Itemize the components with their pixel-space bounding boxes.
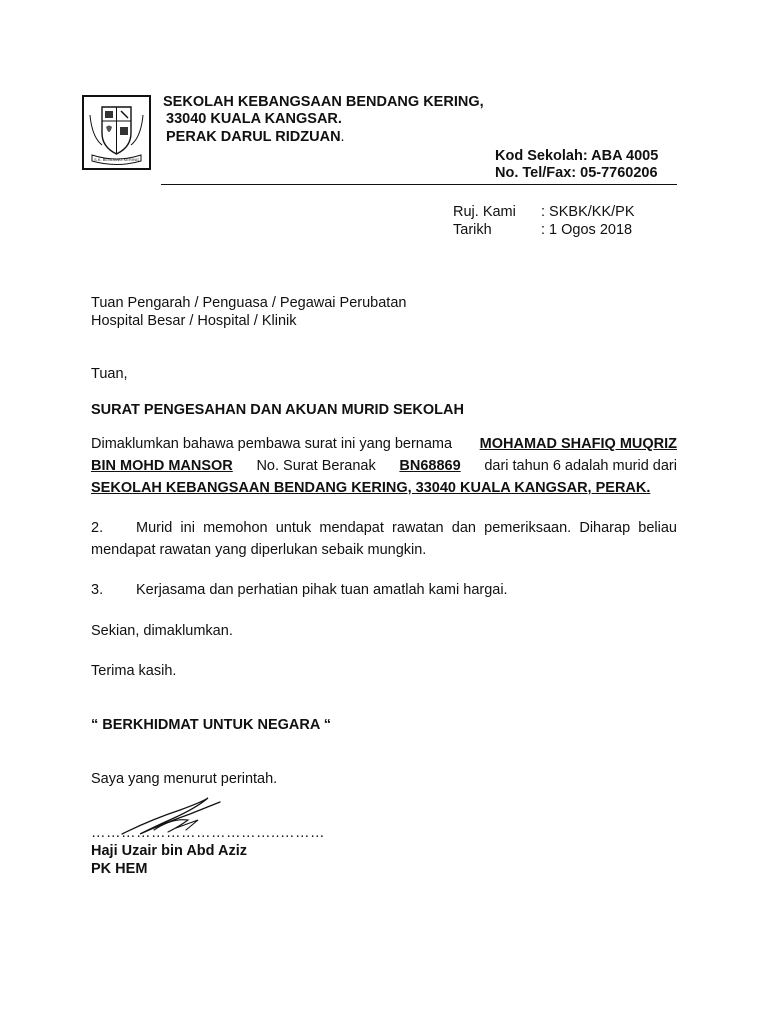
header-divider <box>161 184 677 185</box>
school-tel-fax: No. Tel/Fax: 05-7760206 <box>495 165 658 181</box>
reference-value: : SKBK/KK/PK <box>541 204 635 220</box>
school-code: Kod Sekolah: ABA 4005 <box>495 148 659 164</box>
student-name-part2: BIN MOHD MANSOR <box>91 458 233 474</box>
paragraph-2-text: Murid ini memohon untuk mendapat rawatan dan pemeriksaan. Diharap beliau mendapat rawatan yang diperlukan sebaik mungkin. <box>91 520 677 558</box>
date-line <box>453 222 632 239</box>
school-address-line1: 33040 KUALA KANGSAR. <box>166 111 342 127</box>
signer-name: Haji Uzair bin Abd Aziz <box>91 843 248 859</box>
paragraph-2-number: 2. <box>91 520 104 536</box>
paragraph-3 <box>91 579 677 601</box>
school-crest-logo <box>82 95 151 170</box>
letter-subject: SURAT PENGESAHAN DAN AKUAN MURID SEKOLAH <box>91 402 464 418</box>
svg-text:S.K. BENDANG KERING: S.K. BENDANG KERING <box>94 157 139 162</box>
closing-line2: Terima kasih. <box>91 663 177 679</box>
reference-line <box>453 204 635 221</box>
paragraph-1 <box>91 433 677 499</box>
paragraph-3-number: 3. <box>91 582 104 598</box>
birth-cert-label: No. Surat Beranak <box>256 458 376 474</box>
date-value: : 1 Ogos 2018 <box>541 222 633 238</box>
school-full-address: SEKOLAH KEBANGSAAN BENDANG KERING, 33040 KUALA KANGSAR, PERAK. <box>91 480 651 496</box>
motto: “ BERKHIDMAT UNTUK NEGARA “ <box>91 717 332 733</box>
recipient-line2: Hospital Besar / Hospital / Klinik <box>91 313 297 329</box>
closing-line1: Sekian, dimaklumkan. <box>91 623 233 639</box>
reference-label: Ruj. Kami <box>453 204 516 220</box>
recipient-line1: Tuan Pengarah / Penguasa / Pegawai Perubatan <box>91 295 407 311</box>
student-name-part1: MOHAMAD SHAFIQ MUQRIZ <box>479 436 677 452</box>
school-address-line2: PERAK DARUL RIDZUAN. <box>166 129 345 145</box>
signature-intro: Saya yang menurut perintah. <box>91 771 278 787</box>
signer-title: PK HEM <box>91 861 148 877</box>
paragraph-2 <box>91 517 677 561</box>
paragraph-1-year: dari tahun 6 adalah murid dari <box>484 458 677 474</box>
birth-cert-number: BN68869 <box>399 458 461 474</box>
school-name: SEKOLAH KEBANGSAAN BENDANG KERING, <box>163 94 484 110</box>
salutation: Tuan, <box>91 366 128 382</box>
crest-emblem-icon <box>84 97 149 168</box>
paragraph-1-intro: Dimaklumkan bahawa pembawa surat ini yang bernama <box>91 436 453 452</box>
paragraph-3-text: Kerjasama dan perhatian pihak tuan amatlah kami hargai. <box>136 582 508 598</box>
signature-line: ………………………………..……… <box>91 825 326 841</box>
date-label: Tarikh <box>453 222 492 238</box>
